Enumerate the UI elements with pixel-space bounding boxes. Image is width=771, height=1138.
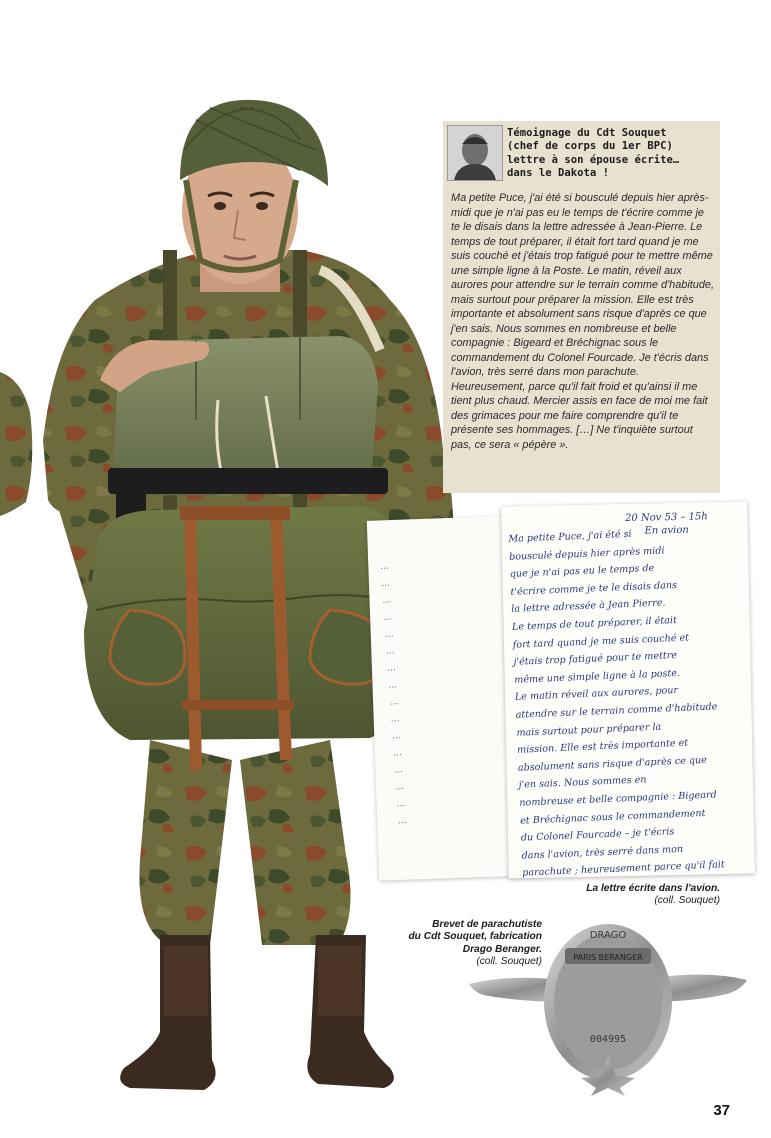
page-number: 37 bbox=[713, 1102, 730, 1119]
portrait-image bbox=[448, 126, 502, 180]
letter-caption-title: La lettre écrite dans l'avion. bbox=[586, 883, 720, 894]
letter-page-right bbox=[501, 501, 755, 878]
badge-caption-line2: du Cdt Souquet, fabrication bbox=[408, 931, 542, 943]
badge-image bbox=[463, 918, 753, 1098]
badge-serial: 004995 bbox=[589, 1034, 627, 1045]
handwritten-letter bbox=[355, 500, 755, 885]
testimony-box bbox=[443, 121, 720, 493]
testimony-text: Ma petite Puce, j'ai été si bousculé depuis hier après-midi que je n'ai pas eu le temps de t'écrire comme je te le disais dans la lettre adressée à Jean-Pierre. Le temps de tout préparer, il était fort tard quand je me suis couché et j'étais trop fatigué pour te mettre même une simple ligne à la Poste. Le matin, réveil aux aurores pour attendre sur le terrain comme d'habitude, mais surtout pour préparer la mission. Elle est très importante et absolument sans risque d'après ce que j'en sais. Nous sommes en nombreuse et belle compagnie : Bigeard et Bréchignac sous le commandement du Colonel Fourcade. Je t'écris dans l'avion, très serré dans mon parachute. Heureusement, parce qu'il fait froid et qu'ainsi il me tient plus chaud. Mercier assis en face de moi me fait des grimaces pour me faire comprendre qu'il te présente ses hommages. […] Ne t'inquiète surtout pas, ce sera « pépère ». bbox=[451, 192, 714, 451]
badge-caption-line1: Brevet de parachutiste bbox=[432, 919, 542, 930]
letter-date-header: 20 Nov 53 – 15h En avion bbox=[624, 511, 708, 537]
letter-caption-credit: (coll. Souquet) bbox=[654, 895, 720, 907]
letter-left-text: … … … … … … … … … … … … … … … … bbox=[379, 561, 407, 827]
badge-caption-credit: (coll. Souquet) bbox=[476, 956, 542, 968]
badge-top-text: DRAGO bbox=[589, 930, 627, 941]
letter-caption bbox=[520, 883, 720, 908]
badge-middle-text: PARIS BERANGER bbox=[573, 953, 643, 962]
letter-right-text: Ma petite Puce, j'ai été si bousculé depuis hier après midi que je n'ai pas eu le temps de t'écrire comme je te le disais dans la lettre adressée à Jean Pierre. Le temps de tout préparer, il était fort tard quand je me suis couché et j'étais trop fatigué pour te mettre même une simple ligne à la poste. Le matin réveil aux aurores, pour attendre sur le terrain comme d'habitude mais surtout pour préparer la mission. Elle est très importante et absolument sans risque d'après ce que j'en sais. Nous sommes en nombreuse et belle compagnie : Bigeard et Bréchignac sous le commandement du Colonel Fourcade – je t'écris dans l'avion, très serré dans mon parachute ; heureusement parce qu'il fait bbox=[508, 528, 725, 879]
portrait-photo bbox=[447, 125, 503, 181]
testimony-title: Témoignage du Cdt Souquet (chef de corps du 1er BPC) lettre à son épouse écrite… dans le Dakota ! bbox=[507, 127, 680, 180]
badge-caption-line3: Drago Beranger. bbox=[462, 943, 542, 955]
parachutist-badge bbox=[463, 918, 753, 1098]
